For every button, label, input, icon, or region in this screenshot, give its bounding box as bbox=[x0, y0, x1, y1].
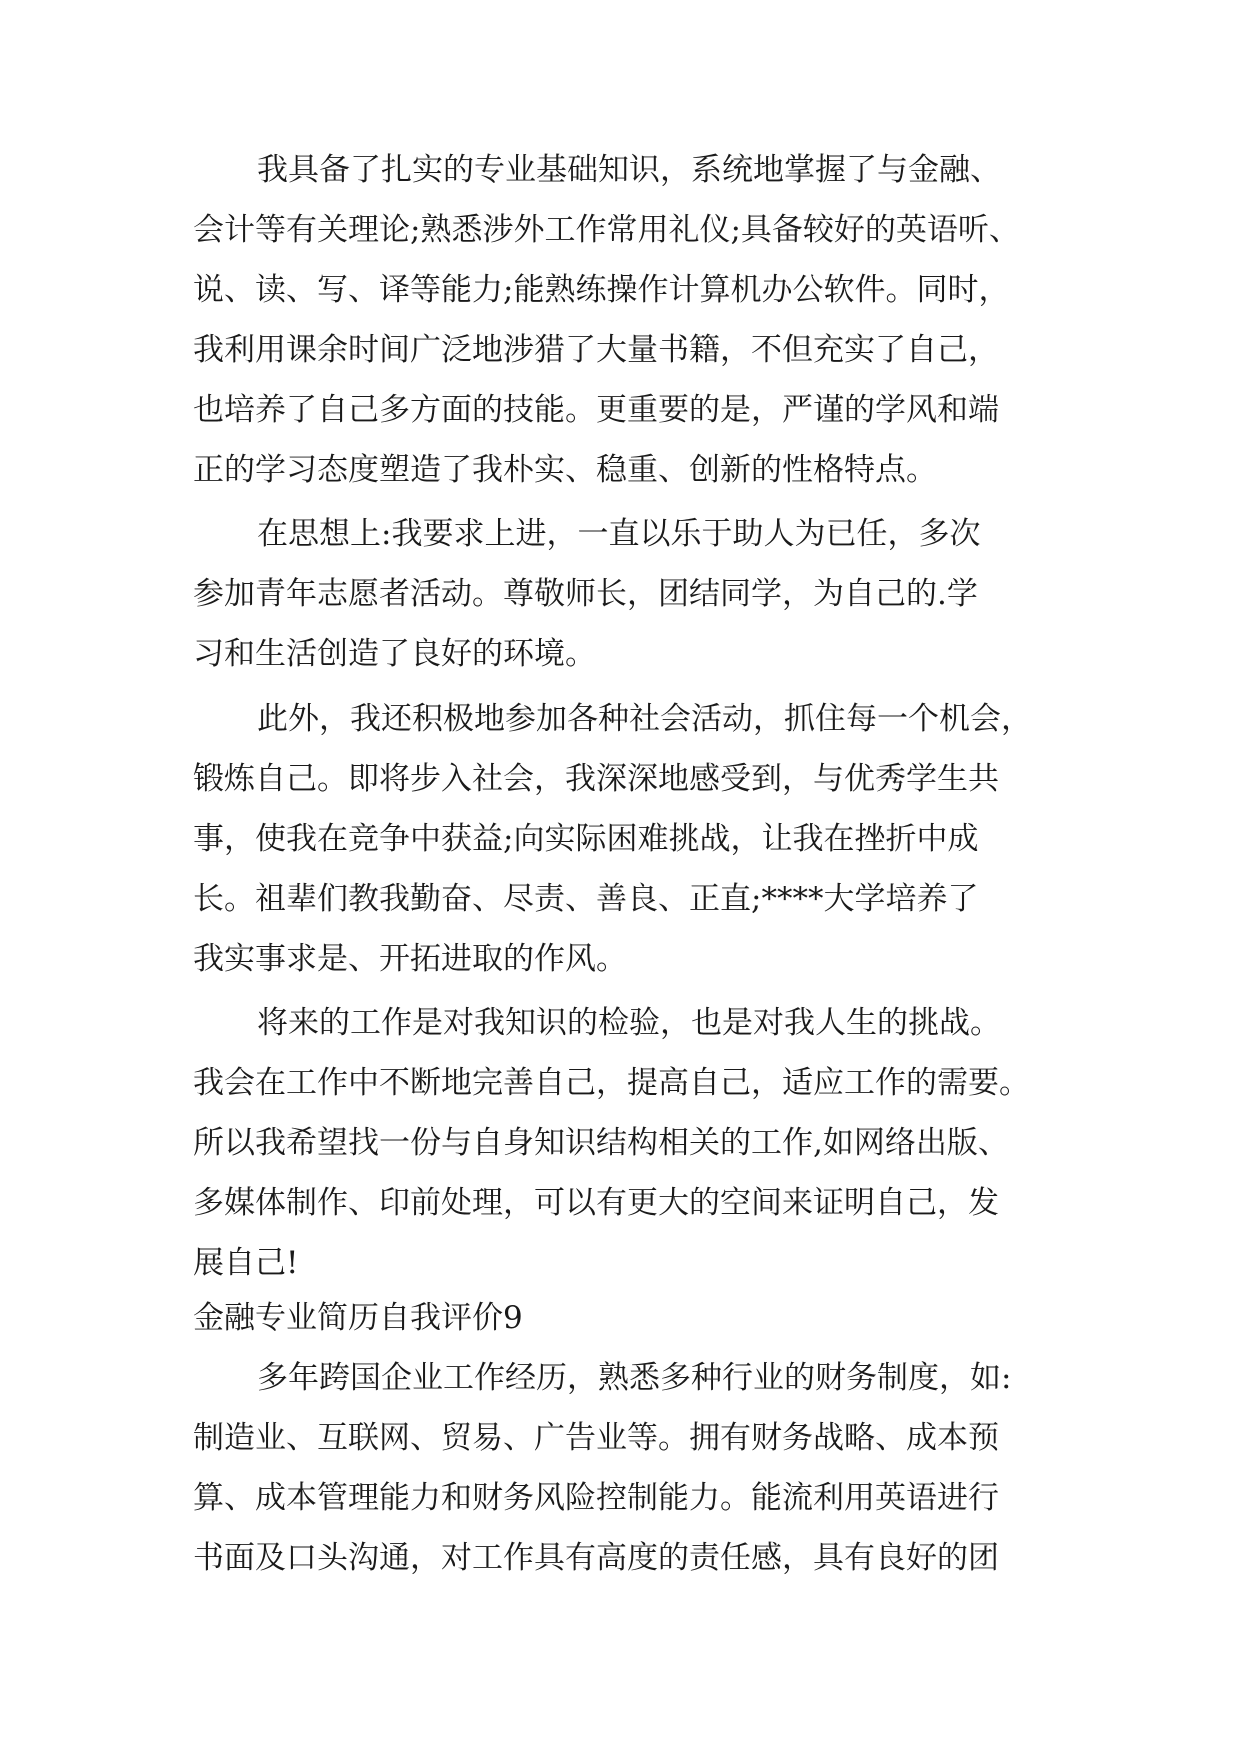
text-line: 我实事求是、开拓进取的作风。 bbox=[193, 941, 627, 977]
text-line: 我具备了扎实的专业基础知识，系统地掌握了与金融、 bbox=[257, 152, 1001, 188]
text-line: 多媒体制作、印前处理，可以有更大的空间来证明自己，发 bbox=[193, 1185, 999, 1221]
text-line: 展自己! bbox=[193, 1245, 299, 1281]
section-heading: 金融专业简历自我评价9 bbox=[193, 1300, 523, 1336]
text-line: 我会在工作中不断地完善自己，提高自己，适应工作的需要。 bbox=[193, 1065, 1030, 1101]
text-line: 制造业、互联网、贸易、广告业等。拥有财务战略、成本预 bbox=[193, 1420, 999, 1456]
text-line: 此外，我还积极地参加各种社会活动，抓住每一个机会， bbox=[257, 701, 1032, 737]
text-line: 事，使我在竞争中获益;向实际困难挑战，让我在挫折中成 bbox=[193, 821, 979, 857]
text-line: 书面及口头沟通，对工作具有高度的责任感，具有良好的团 bbox=[193, 1540, 999, 1576]
text-line: 我利用课余时间广泛地涉猎了大量书籍，不但充实了自己， bbox=[193, 332, 999, 368]
text-line: 算、成本管理能力和财务风险控制能力。能流利用英语进行 bbox=[193, 1480, 999, 1516]
text-line: 正的学习态度塑造了我朴实、稳重、创新的性格特点。 bbox=[193, 452, 937, 488]
text-line: 多年跨国企业工作经历，熟悉多种行业的财务制度，如: bbox=[257, 1360, 1012, 1396]
text-line: 长。祖辈们教我勤奋、尽责、善良、正直;****大学培养了 bbox=[193, 881, 979, 917]
text-line: 参加青年志愿者活动。尊敬师长，团结同学，为自己的.学 bbox=[193, 576, 978, 612]
text-line: 所以我希望找一份与自身知识结构相关的工作,如网络出版、 bbox=[193, 1125, 1009, 1161]
text-line: 将来的工作是对我知识的检验，也是对我人生的挑战。 bbox=[257, 1005, 1001, 1041]
text-line: 说、读、写、译等能力;能熟练操作计算机办公软件。同时， bbox=[193, 272, 1010, 308]
text-line: 习和生活创造了良好的环境。 bbox=[193, 636, 596, 672]
text-line: 锻炼自己。即将步入社会，我深深地感受到，与优秀学生共 bbox=[193, 761, 999, 797]
text-line: 会计等有关理论;熟悉涉外工作常用礼仪;具备较好的英语听、 bbox=[193, 212, 1020, 248]
text-line: 也培养了自己多方面的技能。更重要的是，严谨的学风和端 bbox=[193, 392, 999, 428]
text-line: 在思想上:我要求上进，一直以乐于助人为已任，多次 bbox=[257, 516, 981, 552]
